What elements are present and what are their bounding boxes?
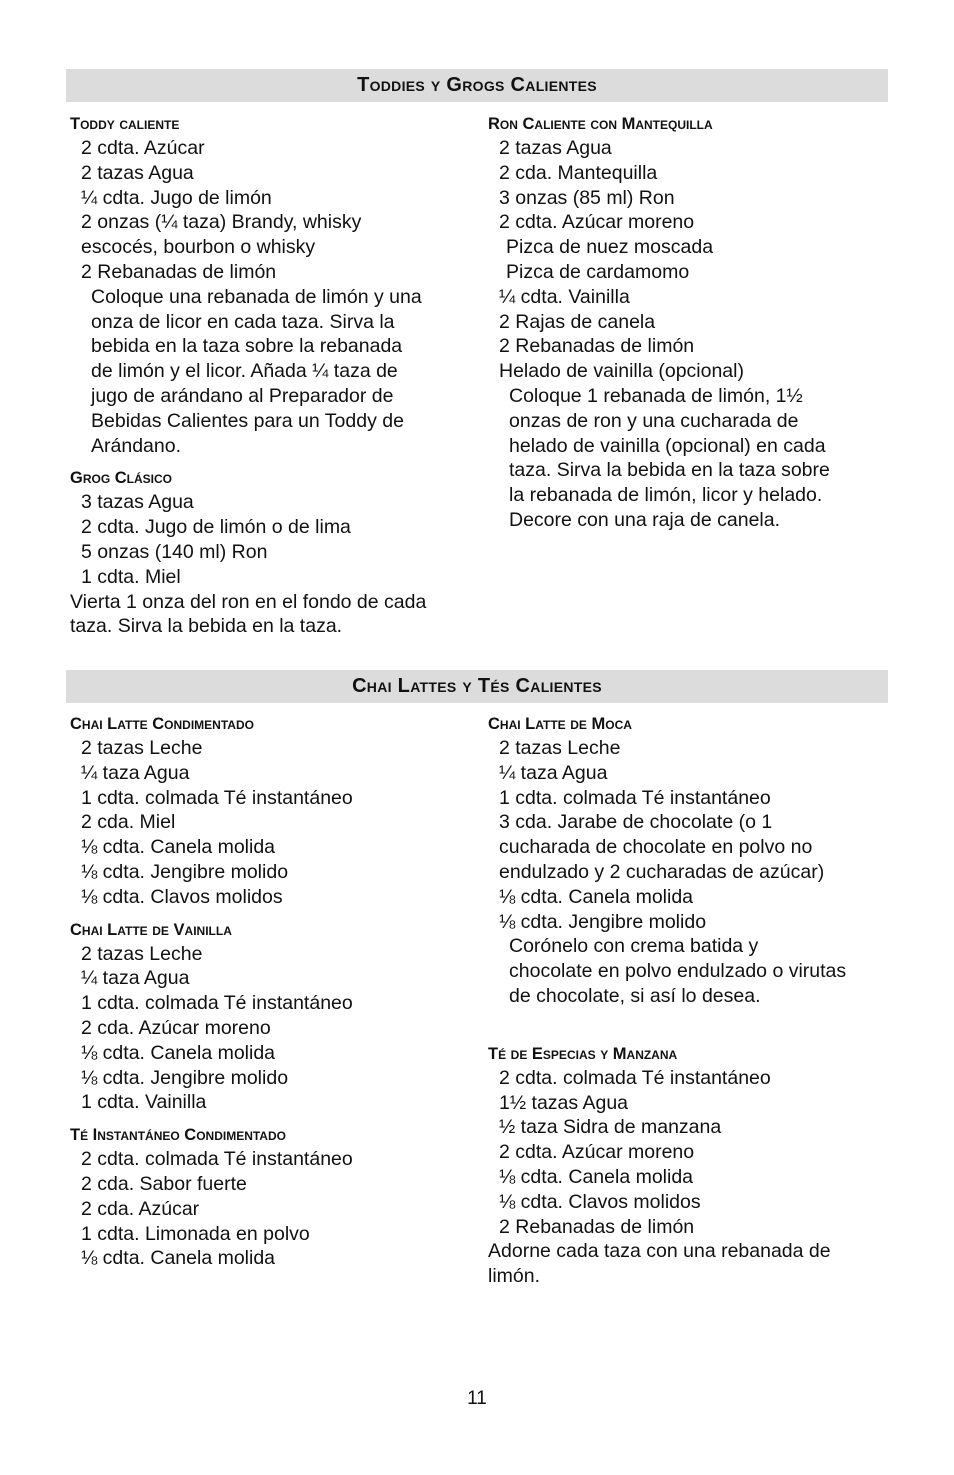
ingredient: ⅛ cdta. Canela molida <box>81 836 276 859</box>
instruction-line: Arándano. <box>91 434 181 457</box>
ingredient: 2 cda. Sabor fuerte <box>81 1172 247 1195</box>
ingredient-list-toddy <box>70 136 475 285</box>
ingredient: Helado de vainilla (opcional) <box>499 360 744 383</box>
ingredient-list-ron-2 <box>488 285 883 384</box>
ingredient: 2 cdta. Jugo de limón o de lima <box>81 516 351 539</box>
ingredient: ⅛ cdta. Clavos molidos <box>499 1190 701 1213</box>
recipe-title-te-especias: Té de Especias y Manzana <box>488 1044 678 1063</box>
ingredient: 1 cdta. colmada Té instantáneo <box>499 786 771 809</box>
instruction-line: Coloque 1 rebanada de limón, 1½ <box>509 384 803 407</box>
left-column-section2 <box>70 712 475 1271</box>
ingredient: 2 tazas Leche <box>81 942 203 965</box>
ingredient: cucharada de chocolate en polvo no <box>499 836 813 859</box>
ingredient: 1 cdta. Limonada en polvo <box>81 1222 310 1245</box>
instruction-line: Coloque una rebanada de limón y una <box>91 285 422 308</box>
instruction-line: jugo de arándano al Preparador de <box>91 384 394 407</box>
ingredient: 2 cdta. colmada Té instantáneo <box>81 1148 353 1171</box>
instruction-line: Decore con una raja de canela. <box>509 508 781 531</box>
ingredient: 5 onzas (140 ml) Ron <box>81 540 268 563</box>
ingredient: ¼ taza Agua <box>499 761 608 784</box>
ingredient: 2 tazas Leche <box>499 737 621 759</box>
ingredient: endulzado y 2 cucharadas de azúcar) <box>499 860 825 883</box>
recipe-title-grog: Grog Clásico <box>70 469 173 488</box>
instruction-line: bebida en la taza sobre la rebanada <box>91 335 403 358</box>
ingredient: ⅛ cdta. Canela molida <box>81 1041 276 1064</box>
ingredient-list-chai-condimentado <box>70 736 475 910</box>
ingredient: 2 Rebanadas de limón <box>499 1215 695 1238</box>
recipe-title-toddy: Toddy caliente <box>70 115 180 133</box>
instructions-toddy <box>70 285 475 459</box>
instruction-line: taza. Sirva la bebida en la taza sobre <box>509 459 830 482</box>
ingredient: escocés, bourbon o whisky <box>81 236 316 259</box>
ingredient: 2 onzas (¼ taza) Brandy, whisky <box>81 211 362 234</box>
ingredient: 3 onzas (85 ml) Ron <box>499 186 675 209</box>
ingredient-list-te-especias <box>488 1066 888 1240</box>
instruction-line: de chocolate, si así lo desea. <box>509 984 761 1007</box>
ingredient: ⅛ cdta. Clavos molidos <box>81 885 283 908</box>
ingredient-list-chai-moca <box>488 736 888 934</box>
recipe-title-ron: Ron Caliente con Mantequilla <box>488 115 713 133</box>
ingredient: 1 cdta. colmada Té instantáneo <box>81 992 353 1015</box>
ingredient: ½ taza Sidra de manzana <box>499 1116 722 1139</box>
ingredient-list-te-instantaneo <box>70 1147 475 1271</box>
ingredient: 2 tazas Leche <box>81 737 203 759</box>
instruction-line: helado de vainilla (opcional) en cada <box>509 434 826 457</box>
ingredient: ¼ taza Agua <box>81 761 190 784</box>
instruction-line: Vierta 1 onza del ron en el fondo de cada <box>70 590 427 613</box>
instructions-ron <box>488 384 883 533</box>
ingredient: 2 cdta. Azúcar moreno <box>499 211 695 234</box>
right-column-section1 <box>488 112 883 533</box>
ingredient: 1 cdta. Miel <box>81 565 181 588</box>
ingredient: 2 cda. Mantequilla <box>499 161 658 184</box>
ingredient: 2 cda. Miel <box>81 811 176 834</box>
pinch-list-ron <box>488 235 883 285</box>
instruction-line: onza de licor en cada taza. Sirva la <box>91 310 395 333</box>
ingredient: Pizca de nuez moscada <box>506 236 714 259</box>
ingredient: ⅛ cdta. Canela molida <box>81 1247 276 1270</box>
ingredient: ⅛ cdta. Jengibre molido <box>81 1066 289 1089</box>
instruction-line: limón. <box>488 1265 541 1288</box>
ingredient: ¼ cdta. Vainilla <box>499 285 630 308</box>
instruction-line: chocolate en polvo endulzado o virutas <box>509 960 847 983</box>
ingredient: 3 cda. Jarabe de chocolate (o 1 <box>499 811 773 834</box>
instruction-line: Bebidas Calientes para un Toddy de <box>91 409 404 432</box>
ingredient-list-grog <box>70 490 475 589</box>
ingredient: 1½ tazas Agua <box>499 1091 629 1114</box>
ingredient: 1 cdta. colmada Té instantáneo <box>81 786 353 809</box>
ingredient: 2 cdta. Azúcar <box>81 137 205 159</box>
instructions-grog <box>70 590 475 640</box>
recipe-title-chai-moca: Chai Latte de Moca <box>488 715 632 733</box>
instruction-line: Corónelo con crema batida y <box>509 935 759 958</box>
ingredient: 2 cdta. Azúcar moreno <box>499 1141 695 1164</box>
ingredient: ⅛ cdta. Jengibre molido <box>499 910 707 933</box>
page-number: 11 <box>467 1388 487 1409</box>
recipe-title-te-instantaneo: Té Instantáneo Condimentado <box>70 1126 286 1145</box>
ingredient: 2 cdta. colmada Té instantáneo <box>499 1066 771 1089</box>
instruction-line: la rebanada de limón, licor y helado. <box>509 484 823 507</box>
section-heading-toddies: Toddies y Grogs Calientes <box>66 69 888 102</box>
left-column-section1 <box>70 112 475 639</box>
ingredient: ⅛ cdta. Canela molida <box>499 1165 694 1188</box>
ingredient: 2 Rebanadas de limón <box>81 260 277 283</box>
ingredient: ¼ cdta. Jugo de limón <box>81 186 272 209</box>
ingredient: 3 tazas Agua <box>81 491 194 514</box>
ingredient: 2 tazas Agua <box>81 161 194 184</box>
ingredient: ¼ taza Agua <box>81 967 190 990</box>
ingredient: ⅛ cdta. Jengibre molido <box>81 860 289 883</box>
ingredient: 2 cda. Azúcar <box>81 1197 200 1220</box>
ingredient: 2 Rajas de canela <box>499 310 656 333</box>
instructions-chai-moca <box>488 934 888 1008</box>
ingredient-list-ron <box>488 136 883 235</box>
instruction-line: taza. Sirva la bebida en la taza. <box>70 615 343 638</box>
ingredient: Pizca de cardamomo <box>506 260 690 283</box>
instruction-line: Adorne cada taza con una rebanada de <box>488 1240 831 1263</box>
ingredient: 2 tazas Agua <box>499 137 612 159</box>
right-column-section2 <box>488 712 888 1289</box>
ingredient: 2 Rebanadas de limón <box>499 335 695 358</box>
instruction-line: de limón y el licor. Añada ¼ taza de <box>91 360 398 383</box>
instruction-line: onzas de ron y una cucharada de <box>509 409 799 432</box>
recipe-title-chai-vainilla: Chai Latte de Vainilla <box>70 920 232 939</box>
recipe-title-chai-condimentado: Chai Latte Condimentado <box>70 715 254 733</box>
ingredient: 1 cdta. Vainilla <box>81 1091 207 1114</box>
ingredient: ⅛ cdta. Canela molida <box>499 885 694 908</box>
instructions-te-especias <box>488 1239 888 1289</box>
ingredient: 2 cda. Azúcar moreno <box>81 1016 271 1039</box>
section-heading-chai: Chai Lattes y Tés Calientes <box>66 670 888 703</box>
ingredient-list-chai-vainilla <box>70 942 475 1116</box>
